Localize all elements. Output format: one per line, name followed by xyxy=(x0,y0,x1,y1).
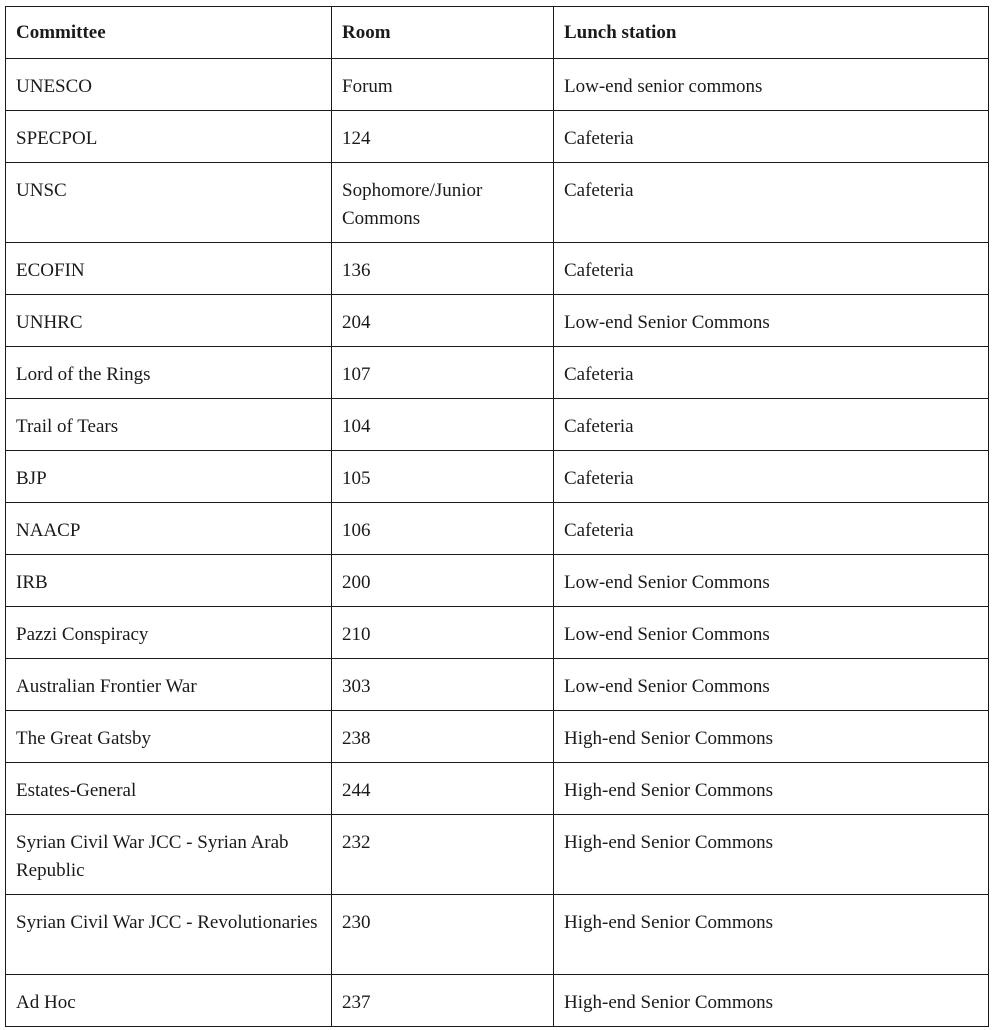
lunch-station-cell: High-end Senior Commons xyxy=(554,895,989,975)
lunch-station-cell: Cafeteria xyxy=(554,243,989,295)
committee-cell: Syrian Civil War JCC - Revolutionaries xyxy=(6,895,332,975)
table-row xyxy=(6,711,989,763)
lunch-station-cell: High-end Senior Commons xyxy=(554,711,989,763)
committee-cell: UNESCO xyxy=(6,59,332,111)
lunch-station-cell: High-end Senior Commons xyxy=(554,763,989,815)
committee-cell: Lord of the Rings xyxy=(6,347,332,399)
room-cell: 104 xyxy=(332,399,554,451)
table-row xyxy=(6,815,989,895)
room-cell: Sophomore/Junior Commons xyxy=(332,163,554,243)
lunch-station-cell: High-end Senior Commons xyxy=(554,975,989,1027)
table-row xyxy=(6,243,989,295)
committee-cell: BJP xyxy=(6,451,332,503)
header-room: Room xyxy=(332,7,554,59)
lunch-station-cell: High-end Senior Commons xyxy=(554,815,989,895)
table-row xyxy=(6,111,989,163)
table-row xyxy=(6,763,989,815)
room-cell: 244 xyxy=(332,763,554,815)
committee-cell: NAACP xyxy=(6,503,332,555)
committee-cell: Trail of Tears xyxy=(6,399,332,451)
committee-cell: Ad Hoc xyxy=(6,975,332,1027)
lunch-station-cell: Low-end Senior Commons xyxy=(554,607,989,659)
lunch-station-cell: Low-end Senior Commons xyxy=(554,295,989,347)
room-cell: 105 xyxy=(332,451,554,503)
committee-cell: Syrian Civil War JCC - Syrian Arab Republic xyxy=(6,815,332,895)
room-cell: 106 xyxy=(332,503,554,555)
table-row xyxy=(6,347,989,399)
table-row xyxy=(6,895,989,975)
lunch-station-cell: Cafeteria xyxy=(554,111,989,163)
table-header-row xyxy=(6,7,989,59)
committee-cell: ECOFIN xyxy=(6,243,332,295)
room-cell: 204 xyxy=(332,295,554,347)
committee-cell: Pazzi Conspiracy xyxy=(6,607,332,659)
room-cell: 107 xyxy=(332,347,554,399)
table-row xyxy=(6,975,989,1027)
room-cell: 230 xyxy=(332,895,554,975)
room-cell: 303 xyxy=(332,659,554,711)
committee-cell: The Great Gatsby xyxy=(6,711,332,763)
room-cell: 124 xyxy=(332,111,554,163)
table-row xyxy=(6,163,989,243)
table-row xyxy=(6,59,989,111)
lunch-station-cell: Cafeteria xyxy=(554,503,989,555)
room-cell: 232 xyxy=(332,815,554,895)
lunch-station-cell: Low-end Senior Commons xyxy=(554,659,989,711)
lunch-station-cell: Cafeteria xyxy=(554,347,989,399)
committee-cell: IRB xyxy=(6,555,332,607)
header-lunch-station: Lunch station xyxy=(554,7,989,59)
room-cell: 237 xyxy=(332,975,554,1027)
room-cell: 210 xyxy=(332,607,554,659)
lunch-station-cell: Low-end Senior Commons xyxy=(554,555,989,607)
table-row xyxy=(6,607,989,659)
lunch-station-cell: Cafeteria xyxy=(554,399,989,451)
committee-cell: SPECPOL xyxy=(6,111,332,163)
room-cell: 238 xyxy=(332,711,554,763)
table-row xyxy=(6,451,989,503)
table-row xyxy=(6,399,989,451)
committee-cell: UNSC xyxy=(6,163,332,243)
lunch-station-cell: Low-end senior commons xyxy=(554,59,989,111)
committee-table xyxy=(5,6,989,1027)
table-row xyxy=(6,295,989,347)
committee-cell: Australian Frontier War xyxy=(6,659,332,711)
room-cell: Forum xyxy=(332,59,554,111)
lunch-station-cell: Cafeteria xyxy=(554,451,989,503)
header-committee: Committee xyxy=(6,7,332,59)
committee-cell: UNHRC xyxy=(6,295,332,347)
lunch-station-cell: Cafeteria xyxy=(554,163,989,243)
room-cell: 136 xyxy=(332,243,554,295)
committee-cell: Estates-General xyxy=(6,763,332,815)
table-row xyxy=(6,555,989,607)
table-row xyxy=(6,503,989,555)
table-row xyxy=(6,659,989,711)
room-cell: 200 xyxy=(332,555,554,607)
